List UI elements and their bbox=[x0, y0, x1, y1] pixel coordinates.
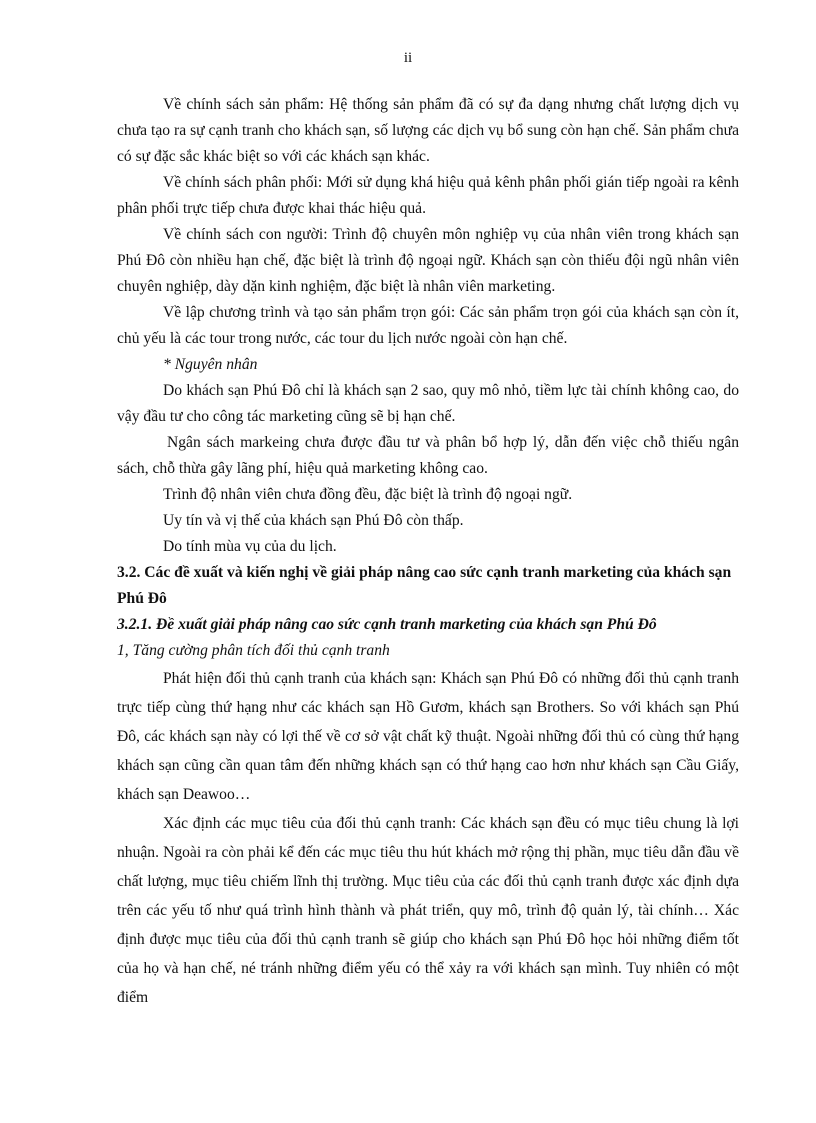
paragraph-cause-seasonality: Do tính mùa vụ của du lịch. bbox=[163, 538, 337, 555]
paragraph-cause-scale: Do khách sạn Phú Đô chỉ là khách sạn 2 sao, quy mô nhỏ, tiềm lực tài chính không cao, do vậy đầu tư cho công tác marketing cũng sẽ bị hạn chế. bbox=[117, 382, 739, 425]
paragraph-cause-staff: Trình độ nhân viên chưa đồng đều, đặc biệt là trình độ ngoại ngữ. bbox=[163, 486, 573, 503]
paragraph-identify-competitors: Phát hiện đối thủ cạnh tranh của khách sạn: Khách sạn Phú Đô có những đối thủ cạnh tranh trực tiếp cùng thứ hạng như các khách sạn Hồ Gươm, khách sạn Brothers. So với khách sạn Phú Đô, các khách sạn này có lợi thế về cơ sở vật chất kỹ thuật. Ngoài những đối thủ có cùng thứ hạng khách sạn cũng cần quan tâm đến những khách sạn có thứ hạng cao hơn như khách sạn Cầu Giấy, khách sạn Deawoo… bbox=[117, 670, 739, 803]
item-heading: 1, Tăng cường phân tích đối thủ cạnh tranh bbox=[117, 642, 390, 659]
paragraph-product-policy: Về chính sách sản phẩm: Hệ thống sản phẩm đã có sự đa dạng nhưng chất lượng dịch vụ chưa tạo ra sự cạnh tranh cho khách sạn, số lượng các dịch vụ bổ sung còn hạn chế. Sản phẩm chưa có sự đặc sắc khác biệt so với các khách sạn khác. bbox=[117, 96, 739, 165]
paragraph-people-policy: Về chính sách con người: Trình độ chuyên môn nghiệp vụ của nhân viên trong khách sạn Phú Đô còn nhiều hạn chế, đặc biệt là trình độ ngoại ngữ. Khách sạn còn thiếu đội ngũ nhân viên chuyên nghiệp, dày dặn kinh nghiệm, đặc biệt là nhân viên marketing. bbox=[117, 226, 739, 295]
document-body bbox=[117, 92, 739, 1012]
paragraph-competitor-objectives: Xác định các mục tiêu của đối thủ cạnh tranh: Các khách sạn đều có mục tiêu chung là lợi nhuận. Ngoài ra còn phải kể đến các mục tiêu thu hút khách mở rộng thị phần, mục tiêu dẫn đầu về chất lượng, mục tiêu chiếm lĩnh thị trường. Mục tiêu của các đối thủ cạnh tranh được xác định dựa trên các yếu tố như quá trình hình thành và phát triển, quy mô, trình độ quản lý, tài chính… Xác định được mục tiêu của đối thủ cạnh tranh sẽ giúp cho khách sạn Phú Đô học hỏi những điểm tốt của họ và hạn chế, né tránh những điểm yếu có thể xảy ra với khách sạn mình. Tuy nhiên có một điểm bbox=[117, 815, 739, 1006]
page-number: ii bbox=[403, 50, 413, 66]
section-heading: 3.2. Các đề xuất và kiến nghị về giải pháp nâng cao sức cạnh tranh marketing của khách sạn Phú Đô bbox=[117, 564, 732, 607]
paragraph-cause-reputation: Uy tín và vị thế của khách sạn Phú Đô còn thấp. bbox=[163, 512, 464, 529]
paragraph-distribution-policy: Về chính sách phân phối: Mới sử dụng khá hiệu quả kênh phân phối gián tiếp ngoài ra kênh phân phối trực tiếp chưa được khai thác hiệu quả. bbox=[117, 174, 739, 217]
subsection-heading: 3.2.1. Đề xuất giải pháp nâng cao sức cạnh tranh marketing của khách sạn Phú Đô bbox=[117, 616, 657, 633]
paragraph-package-products: Về lập chương trình và tạo sản phẩm trọn gói: Các sản phẩm trọn gói của khách sạn còn ít, chủ yếu là các tour trong nước, các tour du lịch nước ngoài còn hạn chế. bbox=[117, 304, 739, 347]
cause-heading: * Nguyên nhân bbox=[163, 356, 258, 373]
paragraph-cause-budget: Ngân sách markeing chưa được đầu tư và phân bổ hợp lý, dẫn đến việc chỗ thiếu ngân sách, chỗ thừa gây lãng phí, hiệu quả marketing không cao. bbox=[117, 434, 739, 477]
